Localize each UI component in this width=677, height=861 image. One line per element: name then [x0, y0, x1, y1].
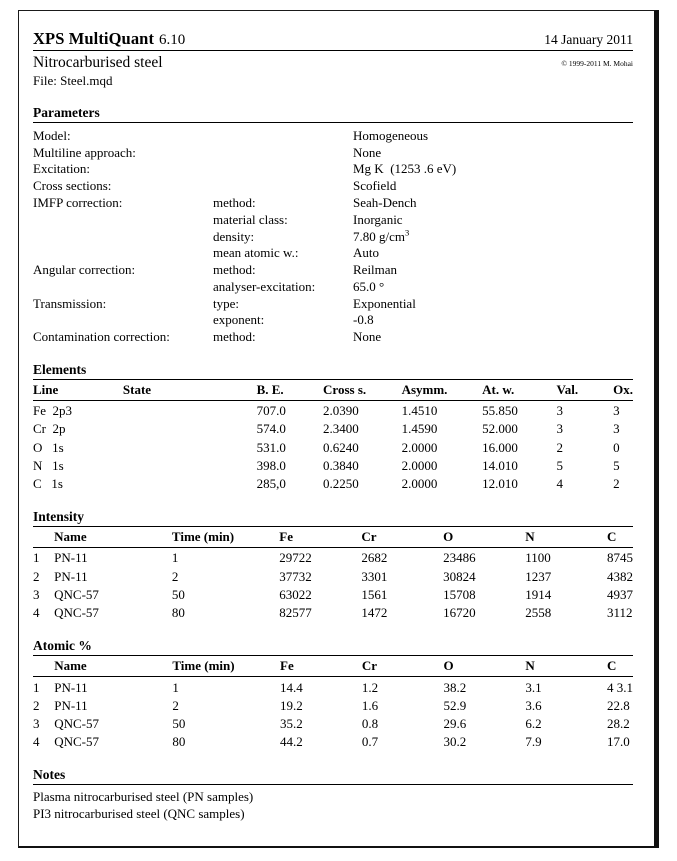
table-cell: 50	[172, 716, 186, 732]
table-cell: 30824	[443, 568, 476, 584]
parameter-label: Multiline approach:	[33, 144, 136, 160]
table-cell: 80	[172, 734, 186, 750]
parameter-value: Inorganic	[353, 211, 403, 227]
table-cell: 2.0000	[401, 439, 438, 455]
table-cell: 2.0000	[401, 475, 438, 491]
notes-body	[33, 788, 633, 822]
table-cell: 14.4	[280, 679, 303, 695]
elements-head	[33, 381, 633, 401]
parameter-row	[33, 178, 633, 195]
parameter-row	[33, 312, 633, 329]
table-cell: 0.3840	[323, 457, 359, 473]
atomic-rule	[33, 655, 633, 656]
table-cell: 1472	[361, 605, 388, 621]
column-header: Name	[54, 658, 87, 674]
table-cell: 2	[33, 697, 40, 713]
table-cell: 574.0	[256, 421, 286, 437]
parameters-heading: Parameters	[33, 105, 100, 121]
parameter-label	[33, 228, 213, 245]
intensity-row	[33, 604, 633, 622]
parameter-label: Cross sections:	[33, 178, 112, 194]
table-cell: 35.2	[280, 716, 303, 732]
column-header: Cr	[361, 528, 377, 544]
parameter-value: Scofield	[353, 178, 397, 194]
column-header: Val.	[556, 381, 579, 397]
parameter-value: None	[353, 144, 382, 160]
app-title: XPS MultiQuant	[33, 29, 155, 48]
table-cell: 52.9	[443, 697, 467, 713]
table-cell: 3	[33, 716, 40, 732]
parameter-value: Reilman	[353, 262, 398, 278]
table-cell: 3	[556, 403, 564, 419]
notes-rule	[33, 784, 633, 785]
atomic-header-row	[33, 657, 633, 677]
column-header: Asymm.	[401, 381, 448, 397]
page-content	[33, 29, 633, 823]
atomic-table	[33, 657, 633, 751]
elements-table	[33, 381, 633, 493]
table-cell: QNC-57	[54, 586, 99, 602]
parameter-value: -0.8	[353, 312, 374, 328]
table-cell: 28.2	[607, 716, 630, 732]
table-cell: 16720	[443, 605, 476, 621]
table-cell: 707.0	[256, 403, 286, 419]
table-cell: 1	[171, 550, 179, 566]
column-header: Time (min)	[171, 528, 235, 544]
parameter-label: Contamination correction:	[33, 329, 170, 345]
column-header: At. w.	[482, 381, 515, 397]
subtitle-row	[33, 53, 633, 72]
parameter-label: Transmission:	[33, 295, 107, 311]
table-cell: 1.4590	[401, 421, 438, 437]
table-cell: 2.0390	[323, 403, 359, 419]
column-header: Time (min)	[172, 658, 235, 674]
table-cell: 30.2	[443, 734, 467, 750]
report-page	[18, 10, 659, 848]
table-cell: 3301	[361, 568, 388, 584]
atomic-row	[33, 733, 633, 751]
table-cell: 0	[613, 439, 620, 455]
table-cell: 55.850	[482, 403, 518, 419]
parameter-label: IMFP correction:	[33, 195, 123, 210]
table-cell: 1.4510	[401, 403, 438, 419]
table-cell: 2	[171, 568, 179, 584]
table-cell: 1	[33, 550, 40, 566]
elements-heading: Elements	[33, 361, 87, 377]
column-header: O	[443, 528, 454, 544]
table-cell: 2	[613, 475, 620, 491]
document-header	[33, 29, 633, 89]
table-cell: 16.000	[482, 439, 518, 455]
parameter-label	[33, 312, 213, 329]
parameter-value: Mg K (1253 .6 eV)	[353, 161, 457, 177]
parameter-sublabel	[213, 144, 353, 161]
table-cell: 2	[556, 439, 564, 455]
parameter-label	[33, 211, 213, 228]
atomic-row	[33, 715, 633, 733]
table-cell: 2558	[525, 605, 552, 621]
parameter-sublabel	[213, 178, 353, 195]
intensity-body	[33, 547, 633, 622]
table-cell: 12.010	[482, 475, 518, 491]
parameter-value: None	[353, 329, 382, 345]
table-cell	[123, 438, 257, 456]
header-rule	[33, 50, 633, 51]
table-cell: 8745	[607, 550, 633, 566]
table-cell: 2682	[361, 550, 388, 566]
table-cell: 1237	[525, 568, 552, 584]
column-header: State	[122, 381, 152, 397]
table-cell: 2.3400	[323, 421, 359, 437]
table-cell: 3	[33, 586, 40, 602]
atomic-section	[33, 638, 633, 751]
elements-rule	[33, 379, 633, 380]
elements-row	[33, 420, 633, 438]
elements-row	[33, 438, 633, 456]
intensity-table	[33, 528, 633, 622]
table-cell: 22.8	[607, 697, 630, 713]
parameter-sublabel: exponent:	[213, 312, 265, 328]
table-cell: PN-11	[54, 568, 88, 584]
notes-heading: Notes	[33, 767, 66, 783]
parameters-rule	[33, 122, 633, 123]
table-cell: 29722	[279, 550, 312, 566]
parameter-row	[33, 228, 633, 245]
table-cell: 1.6	[361, 697, 379, 713]
parameter-value: Homogeneous	[353, 127, 429, 143]
column-header: O	[443, 658, 454, 674]
parameter-value: Seah-Dench	[353, 195, 417, 210]
table-cell: 37732	[279, 568, 312, 584]
table-cell: 0.8	[361, 716, 379, 732]
table-cell: 0.2250	[323, 475, 359, 491]
table-cell: PN-11	[54, 679, 88, 695]
table-cell: QNC-57	[54, 734, 99, 750]
table-cell: 52.000	[482, 421, 518, 437]
intensity-header-row	[33, 528, 633, 548]
elements-section	[33, 362, 633, 493]
parameter-label	[33, 245, 213, 262]
table-cell: 5	[613, 457, 620, 473]
table-cell: 4	[33, 605, 40, 621]
table-cell: 4 3.1	[607, 679, 633, 695]
table-cell: 50	[171, 586, 185, 602]
table-cell: 7.9	[525, 734, 542, 750]
intensity-heading: Intensity	[33, 508, 85, 524]
column-header	[33, 528, 54, 548]
intensity-section	[33, 509, 633, 622]
table-cell	[123, 400, 257, 420]
column-header	[33, 657, 54, 677]
table-cell: 1914	[525, 586, 552, 602]
table-cell: 82577	[279, 605, 312, 621]
table-cell: 3	[613, 403, 620, 419]
table-cell: 3.1	[525, 679, 542, 695]
parameter-sublabel: density:	[213, 228, 255, 244]
parameter-row	[33, 295, 633, 312]
parameter-value: 7.80 $g/cm^3$	[353, 227, 410, 244]
parameter-sublabel: analyser-excitation:	[213, 278, 316, 294]
intensity-head	[33, 528, 633, 548]
column-header: Name	[54, 528, 87, 544]
table-cell: 1100	[525, 550, 551, 566]
table-cell: 80	[171, 605, 185, 621]
atomic-row	[33, 677, 633, 697]
table-cell: 29.6	[443, 716, 467, 732]
atomic-heading: Atomic %	[33, 638, 92, 654]
table-cell: 3	[613, 421, 620, 437]
table-cell: 1	[33, 679, 40, 695]
intensity-row	[33, 586, 633, 604]
column-header: B. E.	[256, 381, 284, 397]
table-cell: 4	[33, 734, 40, 750]
table-cell: 19.2	[280, 697, 303, 713]
table-cell: 3	[556, 421, 564, 437]
parameters-body	[33, 125, 633, 345]
parameter-label: Angular correction:	[33, 262, 136, 278]
table-cell: 398.0	[256, 457, 286, 473]
intensity-row	[33, 547, 633, 567]
notes-section	[33, 767, 633, 822]
parameter-row	[33, 125, 633, 144]
table-cell: 5	[556, 457, 564, 473]
parameter-row	[33, 245, 633, 262]
parameters-table	[33, 125, 633, 345]
table-cell: 38.2	[443, 679, 467, 695]
app-version: 6.10	[159, 32, 186, 48]
atomic-head	[33, 657, 633, 677]
table-cell	[123, 420, 257, 438]
elements-row	[33, 457, 633, 475]
table-cell: 3.6	[525, 697, 542, 713]
table-cell: 23486	[443, 550, 476, 566]
parameter-sublabel: method:	[213, 329, 256, 345]
table-cell: O 1s	[33, 439, 64, 455]
atomic-body	[33, 677, 633, 752]
table-cell: 1561	[361, 586, 388, 602]
column-header: N	[525, 528, 535, 544]
table-cell: 1.2	[361, 679, 379, 695]
parameter-label: Model:	[33, 127, 71, 143]
column-header: Fe	[279, 528, 293, 544]
table-cell: 0.7	[361, 734, 379, 750]
table-cell: 4	[556, 475, 564, 491]
copyright-notice: © 1999-2011 M. Mohai	[561, 59, 633, 68]
parameter-value: Exponential	[353, 295, 416, 311]
parameter-sublabel: mean atomic w.:	[213, 245, 299, 261]
parameter-value: Auto	[353, 245, 379, 261]
parameter-sublabel: type:	[213, 295, 239, 311]
parameter-value: 65.0 °	[353, 278, 385, 294]
column-header: Fe	[280, 658, 294, 674]
file-name-line: File: Steel.mqd	[33, 73, 113, 89]
table-cell: 1	[172, 679, 179, 695]
parameter-row	[33, 211, 633, 228]
column-header: C	[607, 528, 617, 544]
table-cell: 531.0	[256, 439, 286, 455]
table-cell: PN-11	[54, 697, 88, 713]
table-cell: 3112	[607, 605, 633, 621]
column-header: Cr	[361, 658, 378, 674]
parameter-sublabel	[213, 125, 353, 144]
table-cell: 4937	[607, 586, 633, 602]
parameter-label: Excitation:	[33, 161, 91, 177]
parameter-sublabel: method:	[213, 262, 256, 278]
atomic-row	[33, 697, 633, 715]
table-cell: Fe 2p3	[33, 403, 72, 419]
elements-row	[33, 400, 633, 420]
table-cell: 4382	[607, 568, 633, 584]
table-cell: 2	[172, 697, 179, 713]
intensity-rule	[33, 526, 633, 527]
parameter-sublabel: material class:	[213, 211, 288, 227]
elements-header-row	[33, 381, 633, 401]
elements-body	[33, 400, 633, 493]
parameter-row	[33, 195, 633, 212]
table-cell	[123, 457, 257, 475]
parameter-sublabel: method:	[213, 195, 256, 210]
parameter-row	[33, 144, 633, 161]
table-cell: 285,0	[256, 475, 286, 491]
table-cell: 15708	[443, 586, 476, 602]
column-header: Cross s.	[323, 381, 367, 397]
parameter-label	[33, 279, 213, 296]
table-cell: 14.010	[482, 457, 518, 473]
table-cell: 17.0	[607, 734, 630, 750]
table-cell: PN-11	[54, 550, 88, 566]
parameter-sublabel	[213, 161, 353, 178]
intensity-row	[33, 568, 633, 586]
table-cell: QNC-57	[54, 716, 99, 732]
column-header: C	[607, 658, 617, 674]
parameter-row	[33, 329, 633, 346]
note-line: PI3 nitrocarburised steel (QNC samples)	[33, 806, 245, 822]
title-row	[33, 29, 633, 49]
column-header: N	[525, 658, 535, 674]
table-cell: 6.2	[525, 716, 542, 732]
table-cell: 2	[33, 568, 40, 584]
table-cell: 44.2	[280, 734, 303, 750]
document-date: 14 January 2011	[544, 32, 633, 47]
app-title-group	[33, 29, 185, 49]
table-cell	[123, 475, 257, 493]
parameter-row	[33, 279, 633, 296]
parameter-row	[33, 161, 633, 178]
column-header: Ox.	[613, 381, 633, 397]
table-cell: C 1s	[33, 475, 63, 491]
table-cell: 2.0000	[401, 457, 438, 473]
elements-row	[33, 475, 633, 493]
table-cell: N 1s	[33, 457, 64, 473]
note-line: Plasma nitrocarburised steel (PN samples)	[33, 789, 254, 805]
column-header: Line	[33, 381, 59, 397]
parameters-section	[33, 105, 633, 345]
table-cell: 63022	[279, 586, 312, 602]
table-cell: 0.6240	[323, 439, 359, 455]
parameter-value-superscript: 3	[405, 227, 410, 238]
table-cell: QNC-57	[54, 605, 99, 621]
parameter-row	[33, 262, 633, 279]
sample-title: Nitrocarburised steel	[33, 54, 163, 71]
table-cell: Cr 2p	[33, 421, 66, 437]
